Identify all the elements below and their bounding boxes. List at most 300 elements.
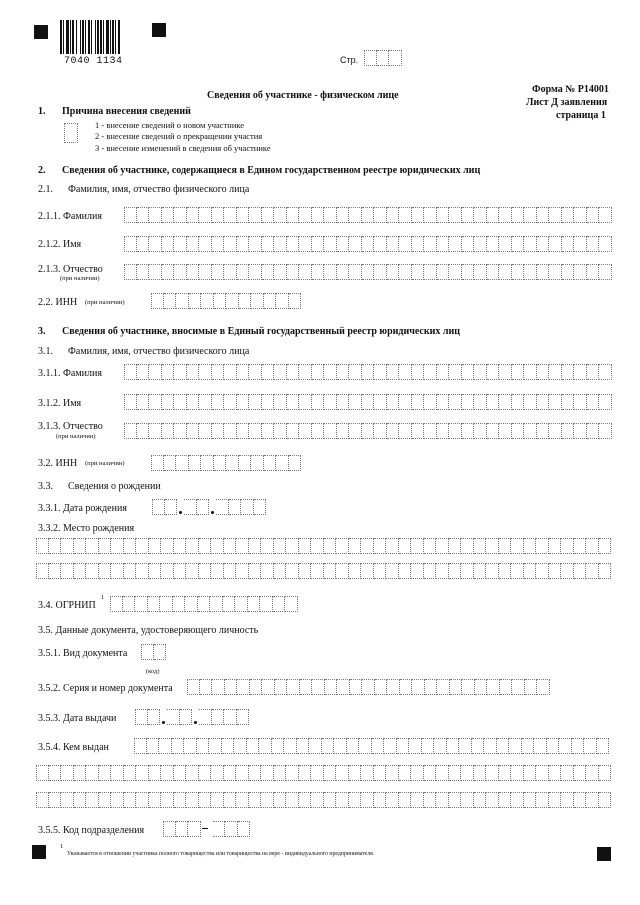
char-cell[interactable] (264, 455, 277, 471)
char-cell[interactable] (299, 423, 312, 439)
char-cell[interactable] (212, 207, 225, 223)
char-cell[interactable] (197, 738, 210, 754)
char-cell[interactable] (424, 423, 437, 439)
char-cell[interactable] (399, 792, 412, 808)
char-cell[interactable] (449, 236, 462, 252)
s2-inn-field[interactable] (151, 293, 301, 309)
char-cell[interactable] (387, 364, 400, 380)
char-cell[interactable] (324, 765, 337, 781)
char-cell[interactable] (186, 563, 199, 579)
char-cell[interactable] (522, 738, 535, 754)
char-cell[interactable] (424, 563, 437, 579)
char-cell[interactable] (161, 765, 174, 781)
char-cell[interactable] (586, 792, 599, 808)
char-cell[interactable] (162, 423, 175, 439)
char-cell[interactable] (549, 563, 562, 579)
char-cell[interactable] (249, 207, 262, 223)
char-cell[interactable] (36, 563, 49, 579)
char-cell[interactable] (372, 738, 385, 754)
char-cell[interactable] (512, 423, 525, 439)
char-cell[interactable] (537, 679, 550, 695)
char-cell[interactable] (237, 423, 250, 439)
char-cell[interactable] (173, 596, 186, 612)
char-cell[interactable] (499, 236, 512, 252)
char-cell[interactable] (274, 423, 287, 439)
char-cell[interactable] (137, 394, 150, 410)
char-cell[interactable] (274, 765, 287, 781)
char-cell[interactable] (187, 236, 200, 252)
char-cell[interactable] (176, 455, 189, 471)
char-cell[interactable] (599, 563, 612, 579)
char-cell[interactable] (36, 538, 49, 554)
char-cell[interactable] (212, 679, 225, 695)
char-cell[interactable] (437, 423, 450, 439)
char-cell[interactable] (249, 236, 262, 252)
char-cell[interactable] (337, 423, 350, 439)
char-cell[interactable] (449, 207, 462, 223)
char-cell[interactable] (237, 236, 250, 252)
char-cell[interactable] (474, 364, 487, 380)
char-cell[interactable] (224, 394, 237, 410)
char-cell[interactable] (524, 563, 537, 579)
char-cell[interactable] (336, 563, 349, 579)
char-cell[interactable] (149, 563, 162, 579)
char-cell[interactable] (123, 596, 136, 612)
char-cell[interactable] (187, 264, 200, 280)
char-cell[interactable] (224, 765, 237, 781)
char-cell[interactable] (201, 293, 214, 309)
char-cell[interactable] (425, 679, 438, 695)
char-cell[interactable] (249, 423, 262, 439)
char-cell[interactable] (174, 538, 187, 554)
char-cell[interactable] (124, 207, 137, 223)
char-cell[interactable] (185, 596, 198, 612)
char-cell[interactable] (437, 679, 450, 695)
char-cell[interactable] (574, 765, 587, 781)
char-cell[interactable] (174, 236, 187, 252)
char-cell[interactable] (374, 765, 387, 781)
char-cell[interactable] (399, 423, 412, 439)
char-cell[interactable] (274, 236, 287, 252)
char-cell[interactable] (472, 738, 485, 754)
char-cell[interactable] (136, 792, 149, 808)
char-cell[interactable] (474, 792, 487, 808)
char-cell[interactable] (511, 765, 524, 781)
char-cell[interactable] (312, 679, 325, 695)
char-cell[interactable] (262, 364, 275, 380)
char-cell[interactable] (224, 792, 237, 808)
char-cell[interactable] (324, 538, 337, 554)
char-cell[interactable] (561, 563, 574, 579)
char-cell[interactable] (248, 596, 261, 612)
char-cell[interactable] (512, 236, 525, 252)
char-cell[interactable] (149, 538, 162, 554)
char-cell[interactable] (449, 765, 462, 781)
char-cell[interactable] (149, 765, 162, 781)
char-cell[interactable] (289, 455, 302, 471)
char-cell[interactable] (235, 596, 248, 612)
char-cell[interactable] (499, 563, 512, 579)
doc-series-field[interactable] (187, 679, 550, 695)
char-cell[interactable] (86, 538, 99, 554)
char-cell[interactable] (574, 538, 587, 554)
char-cell[interactable] (236, 538, 249, 554)
char-cell[interactable] (324, 394, 337, 410)
char-cell[interactable] (359, 738, 372, 754)
char-cell[interactable] (324, 236, 337, 252)
char-cell[interactable] (226, 455, 239, 471)
char-cell[interactable] (61, 792, 74, 808)
char-cell[interactable] (562, 394, 575, 410)
char-cell[interactable] (249, 563, 262, 579)
char-cell[interactable] (136, 563, 149, 579)
char-cell[interactable] (511, 538, 524, 554)
char-cell[interactable] (261, 765, 274, 781)
char-cell[interactable] (174, 563, 187, 579)
char-cell[interactable] (261, 792, 274, 808)
char-cell[interactable] (249, 264, 262, 280)
char-cell[interactable] (586, 538, 599, 554)
char-cell[interactable] (561, 792, 574, 808)
doc-issuer-field-row-1[interactable] (134, 738, 609, 754)
char-cell[interactable] (176, 293, 189, 309)
char-cell[interactable] (512, 264, 525, 280)
char-cell[interactable] (424, 364, 437, 380)
char-cell[interactable] (110, 596, 123, 612)
char-cell[interactable] (275, 679, 288, 695)
char-cell[interactable] (424, 236, 437, 252)
char-cell[interactable] (264, 293, 277, 309)
char-cell[interactable] (164, 293, 177, 309)
char-cell[interactable] (436, 563, 449, 579)
char-cell[interactable] (187, 394, 200, 410)
char-cell[interactable] (559, 738, 572, 754)
char-cell[interactable] (362, 264, 375, 280)
char-cell[interactable] (347, 738, 360, 754)
birth-place-field-row-1[interactable] (36, 538, 611, 554)
char-cell[interactable] (349, 563, 362, 579)
char-cell[interactable] (187, 207, 200, 223)
char-cell[interactable] (311, 563, 324, 579)
char-cell[interactable] (287, 423, 300, 439)
page-number-field[interactable] (364, 50, 402, 66)
char-cell[interactable] (412, 394, 425, 410)
char-cell[interactable] (124, 563, 137, 579)
char-cell[interactable] (261, 563, 274, 579)
char-cell[interactable] (149, 264, 162, 280)
char-cell[interactable] (189, 293, 202, 309)
char-cell[interactable] (49, 792, 62, 808)
char-cell[interactable] (349, 792, 362, 808)
char-cell[interactable] (587, 364, 600, 380)
char-cell[interactable] (137, 423, 150, 439)
char-cell[interactable] (349, 264, 362, 280)
char-cell[interactable] (412, 364, 425, 380)
char-cell[interactable] (524, 394, 537, 410)
char-cell[interactable] (111, 538, 124, 554)
char-cell[interactable] (299, 765, 312, 781)
char-cell[interactable] (486, 792, 499, 808)
char-cell[interactable] (236, 765, 249, 781)
char-cell[interactable] (412, 207, 425, 223)
char-cell[interactable] (537, 423, 550, 439)
char-cell[interactable] (186, 765, 199, 781)
char-cell[interactable] (537, 264, 550, 280)
char-cell[interactable] (74, 792, 87, 808)
char-cell[interactable] (211, 563, 224, 579)
char-cell[interactable] (336, 792, 349, 808)
char-cell[interactable] (399, 538, 412, 554)
char-cell[interactable] (174, 394, 187, 410)
char-cell[interactable] (324, 563, 337, 579)
char-cell[interactable] (486, 538, 499, 554)
char-cell[interactable] (211, 792, 224, 808)
char-cell[interactable] (362, 679, 375, 695)
char-cell[interactable] (222, 738, 235, 754)
char-cell[interactable] (436, 765, 449, 781)
char-cell[interactable] (162, 364, 175, 380)
char-cell[interactable] (574, 394, 587, 410)
char-cell[interactable] (374, 236, 387, 252)
char-cell[interactable] (299, 364, 312, 380)
char-cell[interactable] (61, 563, 74, 579)
char-cell[interactable] (137, 364, 150, 380)
char-cell[interactable] (211, 538, 224, 554)
char-cell[interactable] (462, 394, 475, 410)
char-cell[interactable] (509, 738, 522, 754)
char-cell[interactable] (172, 738, 185, 754)
char-cell[interactable] (111, 563, 124, 579)
char-cell[interactable] (462, 364, 475, 380)
char-cell[interactable] (449, 364, 462, 380)
char-cell[interactable] (134, 738, 147, 754)
char-cell[interactable] (136, 765, 149, 781)
char-cell[interactable] (224, 423, 237, 439)
char-cell[interactable] (574, 236, 587, 252)
char-cell[interactable] (512, 207, 525, 223)
char-cell[interactable] (311, 765, 324, 781)
char-cell[interactable] (74, 563, 87, 579)
char-cell[interactable] (149, 423, 162, 439)
char-cell[interactable] (99, 765, 112, 781)
char-cell[interactable] (487, 236, 500, 252)
char-cell[interactable] (487, 364, 500, 380)
char-cell[interactable] (99, 792, 112, 808)
char-cell[interactable] (537, 207, 550, 223)
char-cell[interactable] (164, 455, 177, 471)
char-cell[interactable] (137, 236, 150, 252)
char-cell[interactable] (412, 423, 425, 439)
char-cell[interactable] (487, 207, 500, 223)
char-cell[interactable] (251, 455, 264, 471)
char-cell[interactable] (549, 207, 562, 223)
char-cell[interactable] (274, 394, 287, 410)
char-cell[interactable] (499, 765, 512, 781)
char-cell[interactable] (437, 236, 450, 252)
char-cell[interactable] (299, 207, 312, 223)
char-cell[interactable] (149, 207, 162, 223)
char-cell[interactable] (124, 264, 137, 280)
char-cell[interactable] (86, 563, 99, 579)
char-cell[interactable] (561, 765, 574, 781)
char-cell[interactable] (74, 538, 87, 554)
char-cell[interactable] (350, 679, 363, 695)
char-cell[interactable] (274, 563, 287, 579)
char-cell[interactable] (311, 792, 324, 808)
char-cell[interactable] (412, 236, 425, 252)
char-cell[interactable] (49, 765, 62, 781)
char-cell[interactable] (324, 207, 337, 223)
char-cell[interactable] (286, 563, 299, 579)
char-cell[interactable] (36, 765, 49, 781)
char-cell[interactable] (524, 792, 537, 808)
char-cell[interactable] (475, 679, 488, 695)
doc-type-field[interactable] (141, 644, 166, 660)
char-cell[interactable] (374, 394, 387, 410)
char-cell[interactable] (461, 538, 474, 554)
char-cell[interactable] (361, 792, 374, 808)
char-cell[interactable] (111, 792, 124, 808)
char-cell[interactable] (234, 738, 247, 754)
char-cell[interactable] (285, 596, 298, 612)
char-cell[interactable] (286, 765, 299, 781)
char-cell[interactable] (449, 264, 462, 280)
char-cell[interactable] (174, 423, 187, 439)
char-cell[interactable] (436, 792, 449, 808)
char-cell[interactable] (286, 792, 299, 808)
char-cell[interactable] (462, 207, 475, 223)
birth-date-field[interactable] (152, 499, 266, 515)
char-cell[interactable] (49, 563, 62, 579)
char-cell[interactable] (574, 207, 587, 223)
char-cell[interactable] (239, 293, 252, 309)
char-cell[interactable] (574, 423, 587, 439)
char-cell[interactable] (447, 738, 460, 754)
char-cell[interactable] (574, 792, 587, 808)
char-cell[interactable] (574, 563, 587, 579)
char-cell[interactable] (299, 563, 312, 579)
char-cell[interactable] (174, 765, 187, 781)
char-cell[interactable] (36, 792, 49, 808)
char-cell[interactable] (547, 738, 560, 754)
char-cell[interactable] (462, 264, 475, 280)
char-cell[interactable] (399, 364, 412, 380)
char-cell[interactable] (599, 364, 612, 380)
char-cell[interactable] (362, 423, 375, 439)
char-cell[interactable] (284, 738, 297, 754)
char-cell[interactable] (289, 293, 302, 309)
char-cell[interactable] (124, 765, 137, 781)
char-cell[interactable] (349, 394, 362, 410)
char-cell[interactable] (262, 394, 275, 410)
char-cell[interactable] (562, 236, 575, 252)
char-cell[interactable] (562, 207, 575, 223)
char-cell[interactable] (374, 563, 387, 579)
char-cell[interactable] (387, 236, 400, 252)
char-cell[interactable] (524, 264, 537, 280)
char-cell[interactable] (201, 455, 214, 471)
char-cell[interactable] (497, 738, 510, 754)
char-cell[interactable] (299, 538, 312, 554)
s3-patronymic-field[interactable] (124, 423, 612, 439)
char-cell[interactable] (397, 738, 410, 754)
char-cell[interactable] (274, 364, 287, 380)
char-cell[interactable] (484, 738, 497, 754)
char-cell[interactable] (260, 596, 273, 612)
char-cell[interactable] (61, 765, 74, 781)
char-cell[interactable] (437, 364, 450, 380)
char-cell[interactable] (322, 738, 335, 754)
char-cell[interactable] (549, 236, 562, 252)
char-cell[interactable] (224, 264, 237, 280)
char-cell[interactable] (124, 538, 137, 554)
char-cell[interactable] (337, 679, 350, 695)
char-cell[interactable] (189, 455, 202, 471)
char-cell[interactable] (199, 394, 212, 410)
char-cell[interactable] (586, 563, 599, 579)
reason-code-field[interactable] (64, 123, 78, 143)
char-cell[interactable] (587, 264, 600, 280)
char-cell[interactable] (375, 679, 388, 695)
char-cell[interactable] (499, 394, 512, 410)
char-cell[interactable] (251, 293, 264, 309)
char-cell[interactable] (349, 364, 362, 380)
char-cell[interactable] (424, 394, 437, 410)
char-cell[interactable] (312, 264, 325, 280)
char-cell[interactable] (187, 679, 200, 695)
s3-name-field[interactable] (124, 394, 612, 410)
char-cell[interactable] (500, 679, 513, 695)
char-cell[interactable] (287, 264, 300, 280)
char-cell[interactable] (599, 423, 612, 439)
char-cell[interactable] (249, 364, 262, 380)
char-cell[interactable] (214, 455, 227, 471)
char-cell[interactable] (261, 538, 274, 554)
char-cell[interactable] (361, 538, 374, 554)
char-cell[interactable] (174, 792, 187, 808)
char-cell[interactable] (499, 423, 512, 439)
char-cell[interactable] (224, 563, 237, 579)
char-cell[interactable] (199, 364, 212, 380)
char-cell[interactable] (151, 455, 164, 471)
char-cell[interactable] (562, 264, 575, 280)
char-cell[interactable] (387, 394, 400, 410)
char-cell[interactable] (449, 538, 462, 554)
char-cell[interactable] (499, 207, 512, 223)
char-cell[interactable] (187, 423, 200, 439)
char-cell[interactable] (212, 423, 225, 439)
char-cell[interactable] (462, 423, 475, 439)
char-cell[interactable] (474, 563, 487, 579)
char-cell[interactable] (422, 738, 435, 754)
char-cell[interactable] (199, 792, 212, 808)
char-cell[interactable] (337, 364, 350, 380)
char-cell[interactable] (199, 236, 212, 252)
char-cell[interactable] (250, 679, 263, 695)
char-cell[interactable] (534, 738, 547, 754)
char-cell[interactable] (524, 207, 537, 223)
char-cell[interactable] (226, 293, 239, 309)
char-cell[interactable] (424, 792, 437, 808)
char-cell[interactable] (273, 596, 286, 612)
char-cell[interactable] (236, 792, 249, 808)
char-cell[interactable] (324, 792, 337, 808)
char-cell[interactable] (337, 264, 350, 280)
char-cell[interactable] (536, 765, 549, 781)
char-cell[interactable] (312, 207, 325, 223)
char-cell[interactable] (474, 423, 487, 439)
char-cell[interactable] (337, 207, 350, 223)
